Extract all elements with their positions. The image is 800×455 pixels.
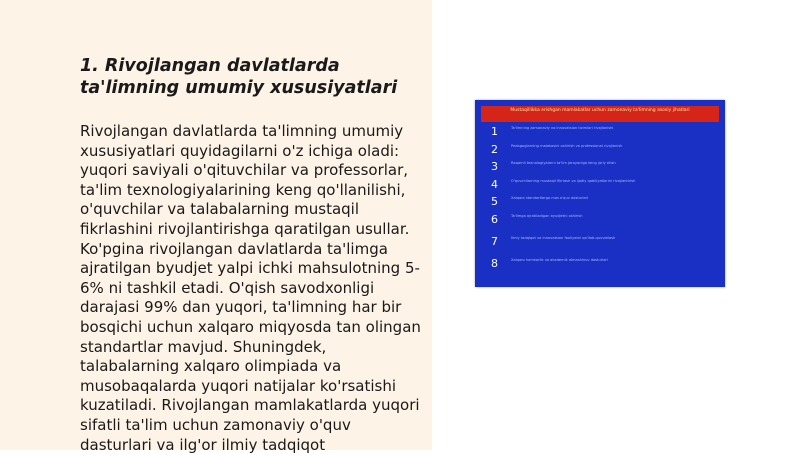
row-number: 4 — [491, 178, 498, 191]
row-number: 3 — [491, 160, 498, 173]
row-number: 5 — [491, 195, 498, 208]
row-text: Xalqaro standartlarga mos o'quv dasturlari — [511, 196, 589, 200]
row-text: Pedagoglarning malakasini oshirish va professional rivojlanish — [511, 144, 623, 148]
row-number: 2 — [491, 143, 498, 156]
row-text: Ilmiy tadqiqot va innovatsion faoliyatni qo'llab-quvvatlash — [511, 236, 616, 240]
slide-header: Mustaqillikka erishgan mamlakatlar uchun zamonaviy ta'limning asosiy jihatlari — [481, 106, 719, 122]
section-heading: 1. Rivojlangan davlatlarda ta'limning umumiy xususiyatlari — [80, 56, 398, 98]
slide-row — [481, 177, 719, 195]
row-text: Raqamli texnologiyalarni ta'lim jarayoniga keng joriy etish — [511, 161, 616, 165]
row-text: Ta'limning zamonaviy va innovatsion tizimlari rivojlanishi — [511, 126, 614, 130]
row-number: 8 — [491, 257, 498, 270]
slide-row — [481, 159, 719, 177]
row-number: 6 — [491, 213, 498, 226]
slide-row — [481, 124, 719, 142]
slide-row — [481, 234, 719, 252]
slide-row — [481, 142, 719, 160]
row-text: Ta'limga ajratiladigan byudjetni oshirish — [511, 214, 583, 218]
row-text: O'quvchilarning mustaqil fikrlash va ijodiy qobiliyatlarini rivojlantirish — [511, 179, 636, 183]
slide-row — [481, 212, 719, 230]
slide-thumbnail — [475, 100, 725, 287]
body-paragraph: Rivojlangan davlatlarda ta'limning umumiy xususiyatlari quyidagilarni o'z ichiga oladi: yuqori saviyali o'qituvchilar va professorlar, ta'lim texnologiyalarining keng qo'llanilishi, o'quvchilar va talabalarning mustaqil fikrlashini rivojlantirishga qaratilgan usullar. Ko'pgina rivojlangan davlatlarda ta'limga ajratilgan byudjet yalpi ichki mahsulotning 5-6% ni tashkil etadi. O'qish savodxonligi darajasi 99% dan yuqori, ta'limning har bir bosqichi uchun xalqaro miqyosda tan olingan standartlar mavjud. Shuningdek, talabalarning xalqaro olimpiada va musobaqalarda yuqori natijalar ko'rsatishi kuzatiladi. Rivojlangan mamlakatlarda yuqori sifatli ta'lim uchun zamonaviy o'quv dasturlari va ilg'or ilmiy tadqiqot — [80, 122, 421, 454]
row-text: Xalqaro hamkorlik va akademik almashinuv dasturlari — [511, 258, 608, 262]
row-number: 7 — [491, 235, 498, 248]
slide-row — [481, 194, 719, 212]
slide-row — [481, 256, 719, 274]
row-number: 1 — [491, 125, 498, 138]
